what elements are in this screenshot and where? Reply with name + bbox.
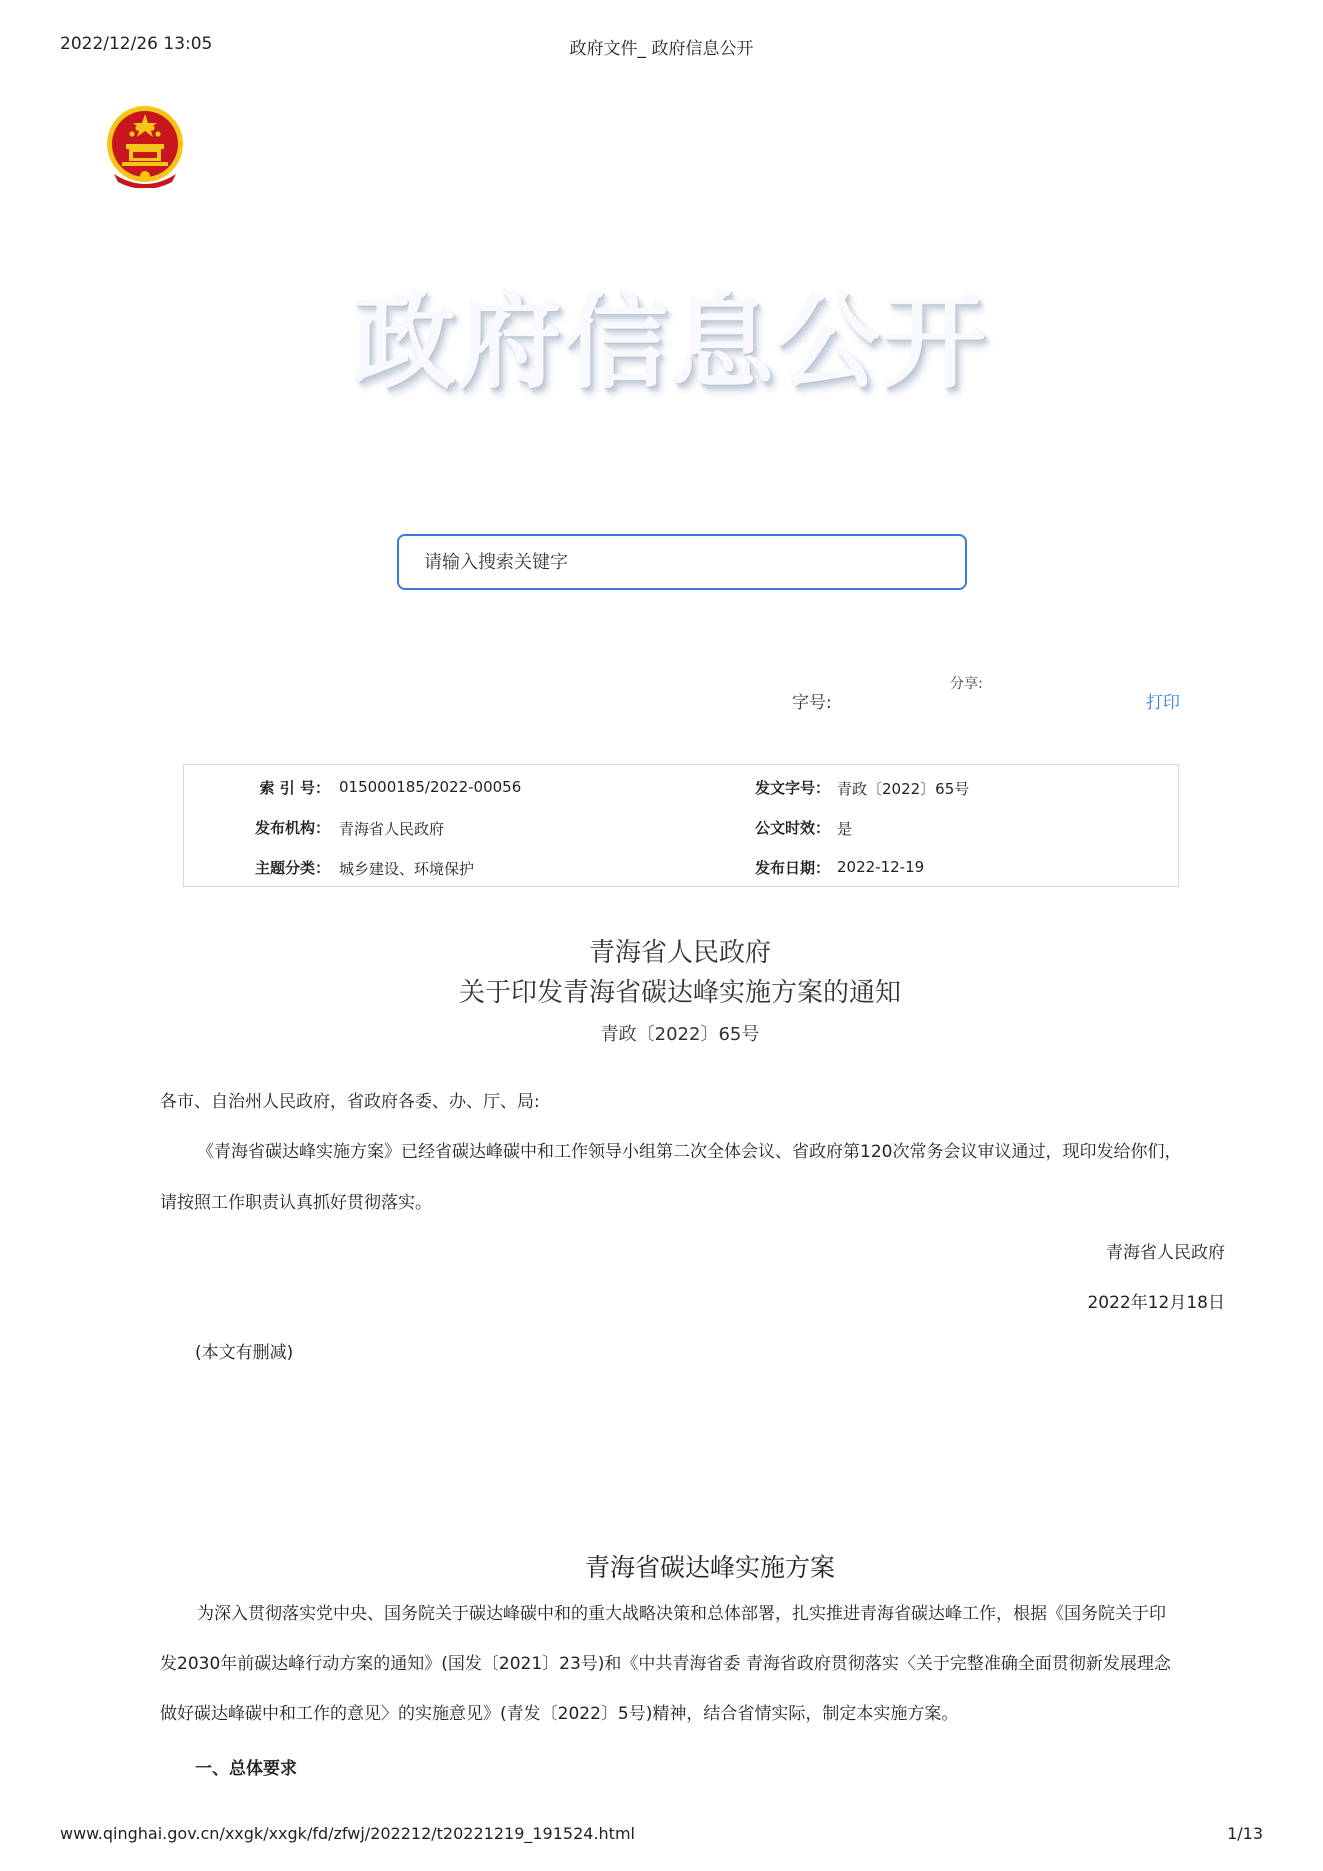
print-page-number: 1/13 [1227, 1824, 1263, 1843]
abridged-note: (本文有删减) [195, 1343, 294, 1363]
doc-number-value: 青政〔2022〕65号 [837, 780, 970, 798]
doc-number: 青政〔2022〕65号 [600, 1024, 760, 1045]
index-number-label: 索 引 号： [259, 779, 330, 797]
search-box[interactable] [397, 534, 967, 590]
plan-title: 青海省碳达峰实施方案 [584, 1553, 835, 1582]
index-number-value: 015000185/2022-00056 [339, 778, 522, 796]
validity-value: 是 [837, 820, 853, 838]
metadata-row [184, 817, 1178, 857]
print-button[interactable]: 打印 [1146, 693, 1180, 713]
salutation: 各市、自治州人民政府，省政府各委、办、厅、局: [160, 1092, 540, 1112]
section-heading-1: 一、总体要求 [195, 1759, 297, 1779]
publish-date-label: 发布日期： [754, 859, 830, 877]
doc-number-label: 发文字号： [754, 779, 830, 797]
print-url: www.qinghai.gov.cn/xxgk/xxgk/fd/zfwj/202212/t20221219_191524.html [60, 1824, 635, 1843]
category-label: 主题分类： [254, 859, 330, 877]
plan-intro-line-3: 做好碳达峰碳中和工作的意见〉的实施意见》(青发〔2022〕5号)精神，结合省情实际，制定本实施方案。 [160, 1704, 959, 1724]
doc-title-line1: 青海省人民政府 [588, 938, 771, 968]
national-emblem-icon[interactable] [104, 104, 186, 188]
banner-title: 政府信息公开 [351, 281, 988, 403]
print-page-title: 政府文件_ 政府信息公开 [569, 39, 754, 59]
doc-date: 2022年12月18日 [1087, 1293, 1225, 1313]
body-line-1: 《青海省碳达峰实施方案》已经省碳达峰碳中和工作领导小组第二次全体会议、省政府第120次常务会议审议通过，现印发给你们， [197, 1142, 1182, 1162]
metadata-table [183, 764, 1179, 887]
metadata-row [184, 857, 1178, 897]
plan-intro-line-2: 发2030年前碳达峰行动方案的通知》(国发〔2021〕23号)和《中共青海省委 青海省政府贯彻落实〈关于完整准确全面贯彻新发展理念 [160, 1654, 1171, 1674]
share-label[interactable]: 分享: [950, 676, 983, 692]
issuer-value: 青海省人民政府 [339, 820, 445, 838]
doc-title-line2: 关于印发青海省碳达峰实施方案的通知 [458, 978, 901, 1008]
font-size-label[interactable]: 字号: [792, 693, 832, 713]
issuer-label: 发布机构： [254, 819, 330, 837]
publish-date-value: 2022-12-19 [837, 858, 925, 876]
body-line-2: 请按照工作职责认真抓好贯彻落实。 [160, 1193, 432, 1213]
signature: 青海省人民政府 [1106, 1243, 1225, 1263]
metadata-row [184, 777, 1178, 817]
validity-label: 公文时效： [754, 819, 830, 837]
search-input[interactable] [424, 552, 965, 573]
plan-intro-line-1: 为深入贯彻落实党中央、国务院关于碳达峰碳中和的重大战略决策和总体部署，扎实推进青海省碳达峰工作，根据《国务院关于印 [197, 1604, 1166, 1624]
category-value: 城乡建设、环境保护 [339, 860, 475, 878]
print-timestamp: 2022/12/26 13:05 [60, 34, 213, 54]
